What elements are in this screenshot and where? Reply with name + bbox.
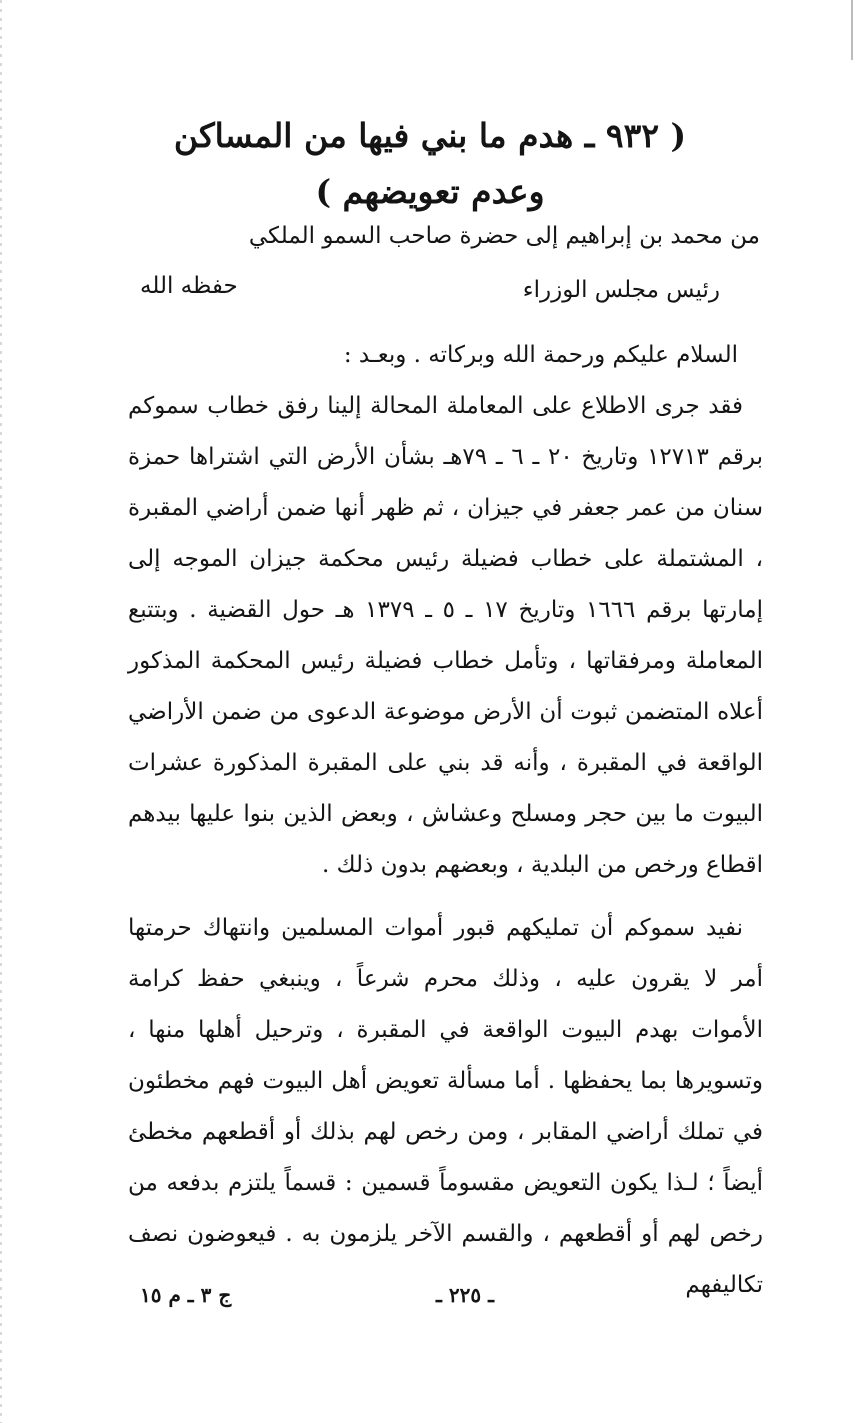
signature-code: ج ٣ ـ م ١٥ (140, 1283, 232, 1307)
letter-body (128, 330, 763, 1311)
page-footer (130, 1283, 760, 1313)
recipient-line: رئيس مجلس الوزراء (522, 277, 720, 303)
scan-edge-left (0, 0, 2, 1423)
blessing-text: حفظه الله (140, 273, 238, 299)
page-number: ـ ٢٢٥ ـ (436, 1283, 494, 1307)
greeting: السلام عليكم ورحمة الله وبركاته . وبعـد : (343, 342, 738, 368)
title-line-1: ( ٩٣٢ ـ هدم ما بني فيها من المساكن (173, 116, 687, 155)
scan-edge-right (851, 0, 853, 60)
paragraph-2: نفيد سموكم أن تمليكهم قبور أموات المسلمين وانتهاك حرمتها أمر لا يقرون عليه ، وذلك محرم شرعاً ، وينبغي حفظ كرامة الأموات بهدم البيوت الواقعة في المقبرة ، وترحيل أهلها منها ، وتسويرها بما يحفظها . أما مسألة تعويض أهل البيوت فهم مخطئون في تملك أراضي المقابر ، ومن رخص لهم بذلك أو أقطعهم مخطئ أيضاً ؛ لـذا يكون التعويض مقسوماً قسمين : قسماً يلتزم بدفعه من رخص لهم أو أقطعهم ، والقسم الآخر يلزمون به . فيعوضون نصف تكاليفهم (128, 915, 763, 1298)
document-title (130, 108, 730, 220)
sender-line: من محمد بن إبراهيم إلى حضرة صاحب السمو الملكي (248, 223, 760, 249)
title-line-2: وعدم تعويضهم ) (315, 172, 545, 211)
paragraph-1: فقد جرى الاطلاع على المعاملة المحالة إلينا رفق خطاب سموكم برقم ١٢٧١٣ وتاريخ ٢٠ ـ ٦ ـ ٧٩هـ بشأن الأرض التي اشتراها حمزة سنان من عمر جعفر في جيزان ، ثم ظهر أنها ضمن أراضي المقبرة ، المشتملة على خطاب فضيلة رئيس محكمة جيزان الموجه إلى إمارتها برقم ١٦٦٦ وتاريخ ١٧ ـ ٥ ـ ١٣٧٩ هـ حول القضية . وبتتبع المعاملة ومرفقاتها ، وتأمل خطاب فضيلة رئيس المحكمة المذكور أعلاه المتضمن ثبوت أن الأرض موضوعة الدعوى من ضمن الأراضي الواقعة في المقبرة ، وأنه قد بني على المقبرة المذكورة عشرات البيوت ما بين حجر ومسلح وعشاش ، وبعض الذين بنوا عليها بيدهم اقطاع ورخص من البلدية ، وبعضهم بدون ذلك . (128, 393, 763, 878)
